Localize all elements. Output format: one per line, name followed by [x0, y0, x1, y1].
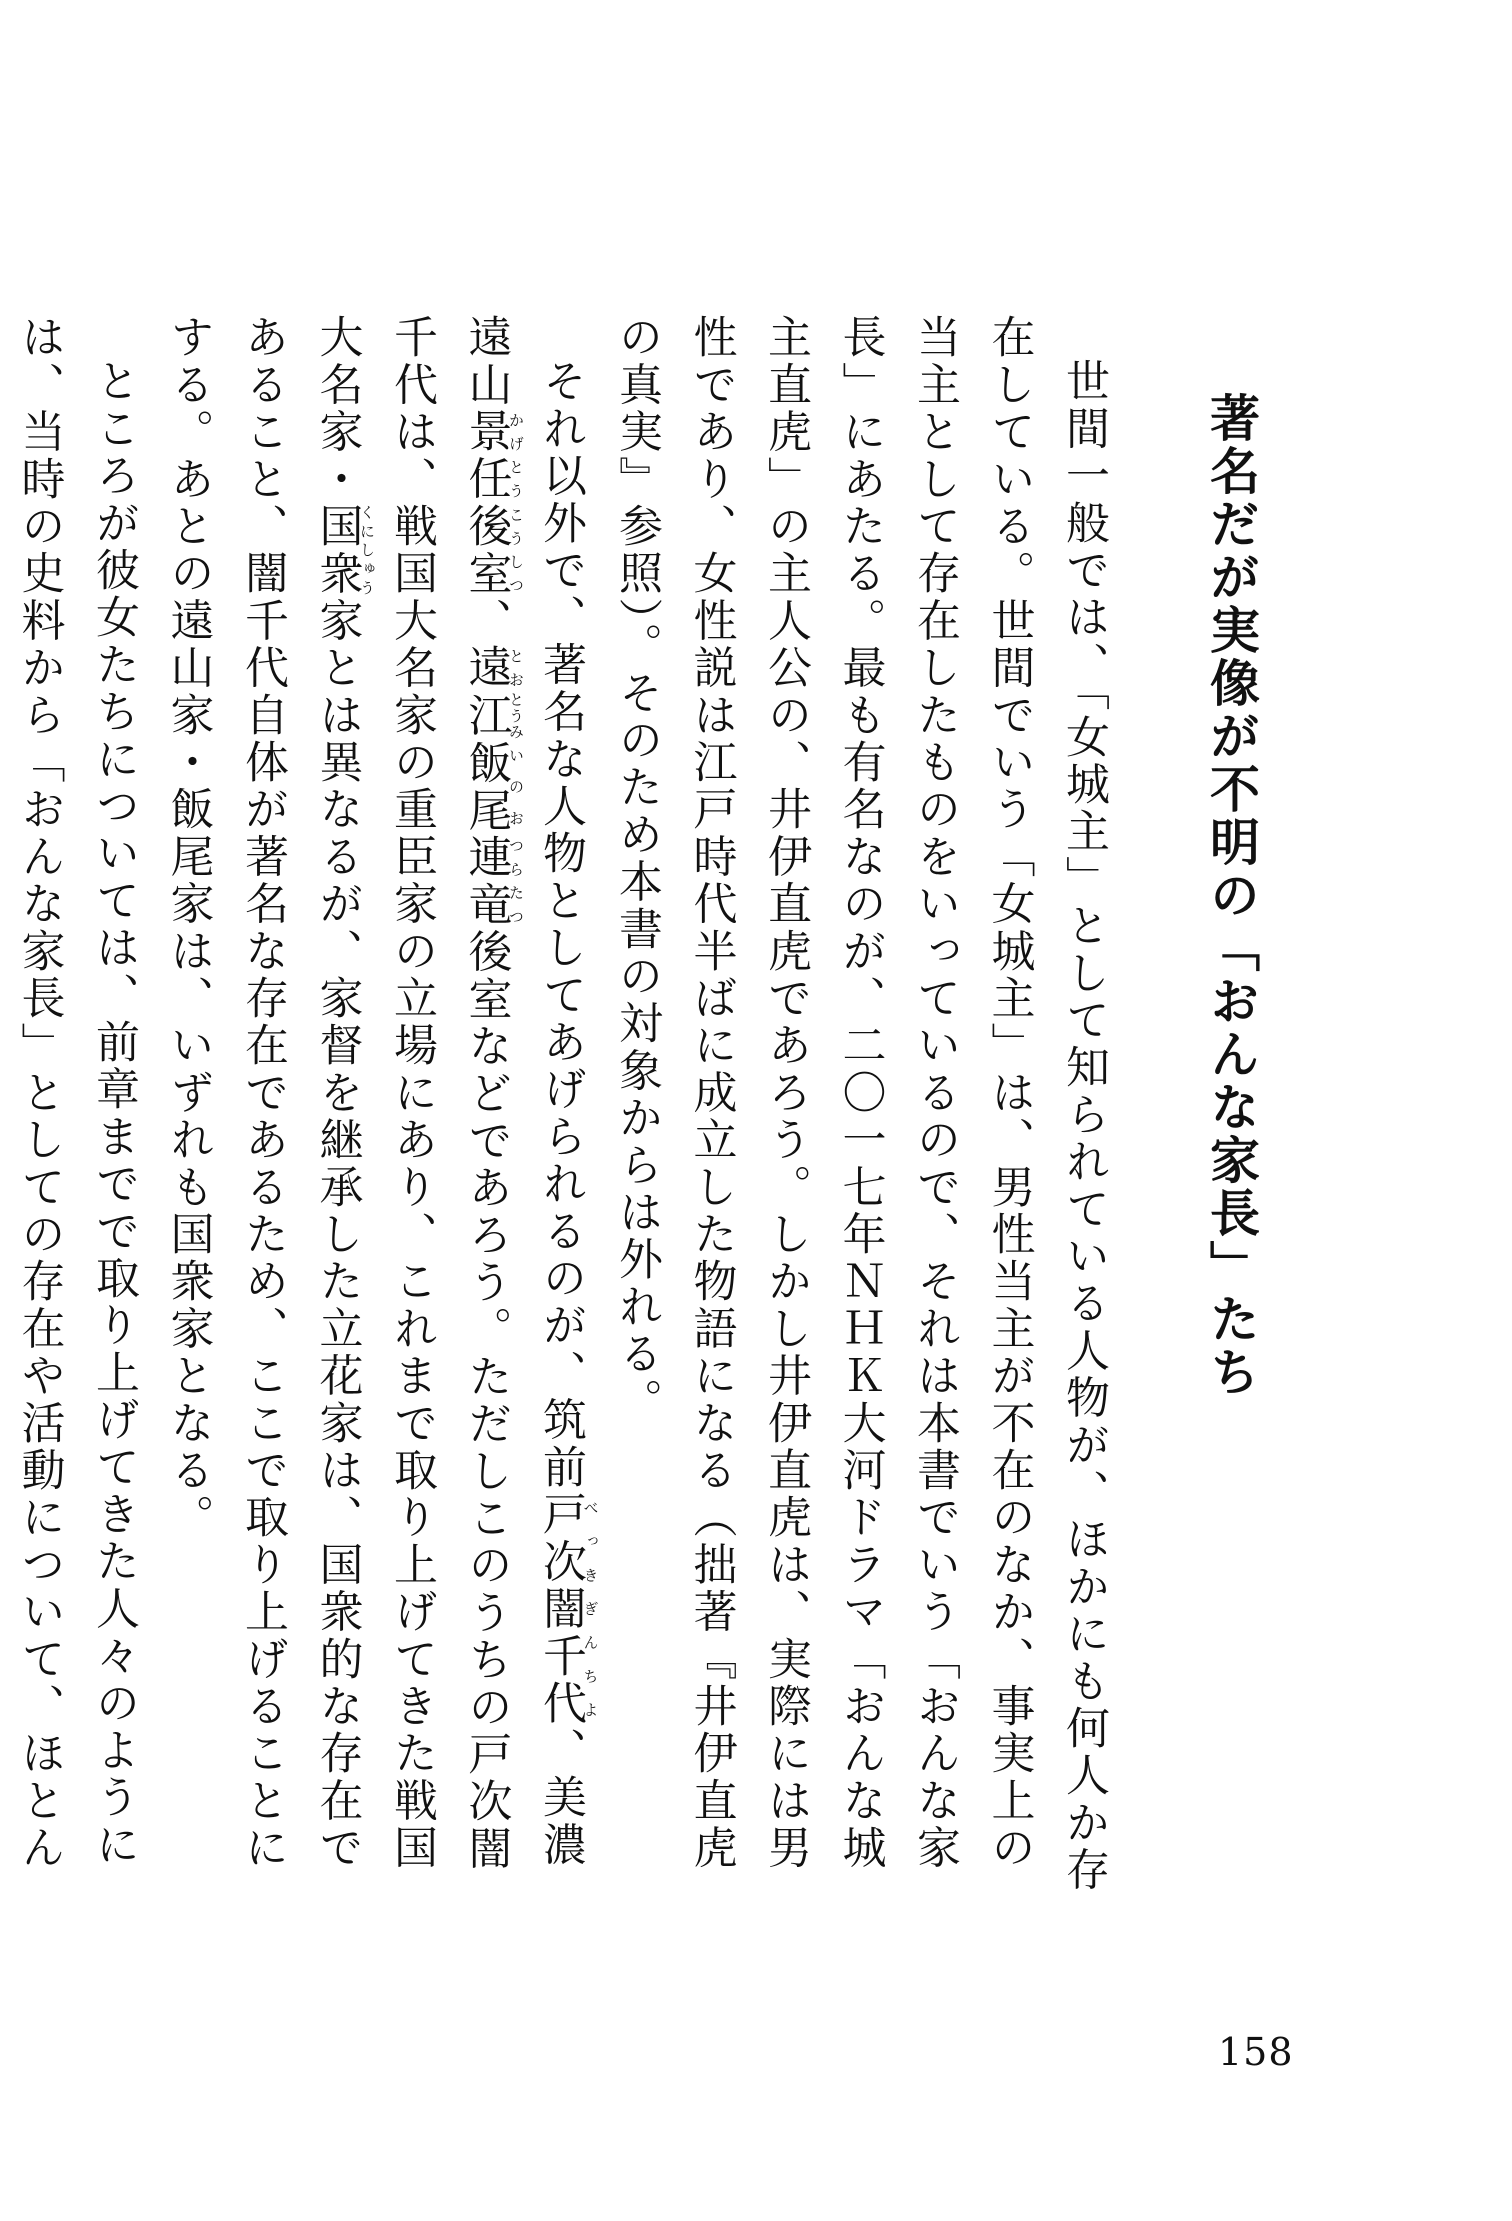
paragraph	[0, 314, 150, 1904]
ruby-base: 国衆	[311, 502, 363, 598]
ruby-base: 連竜	[460, 834, 512, 929]
ruby-base: 後室	[460, 502, 512, 598]
ruby-base: 景任	[460, 408, 512, 503]
text-run: ところが彼女たちについては、前章までで取り上げてきた人々のようには、当時の史料から「おんな家長」としての存在や活動について、ほとん	[13, 314, 139, 1872]
ruby-reading: くにしゅう	[358, 502, 376, 598]
ruby-annotated-word	[460, 644, 525, 692]
ruby-annotated-word	[535, 1490, 600, 1727]
ruby-base: 飯尾	[460, 739, 512, 835]
ruby-annotated-word	[311, 502, 376, 598]
ruby-base: 江	[460, 691, 512, 740]
page-number: 158	[1218, 2030, 1294, 2074]
ruby-base: 遠	[460, 644, 512, 692]
ruby-reading: つらたつ	[507, 834, 525, 929]
section-heading: 著名だが実像が不明の「おんな家長」たち	[1202, 392, 1261, 1399]
ruby-annotated-word	[460, 691, 525, 740]
ruby-reading: こうしつ	[507, 502, 525, 598]
ruby-annotated-word	[460, 834, 525, 929]
ruby-reading: とうみ	[507, 691, 525, 740]
ruby-reading: いのお	[507, 739, 525, 835]
text-run: 世間一般では、「女城主」として知られている人物が、ほかにも何人か存在している。世間でいう「女城主」は、男性当主が不在のなか、事実上の当主として存在したものをいっているので、それは本書でいう「おんな家長」にあたる。最も有名なのが、二〇一七年ＮＨＫ大河ドラマ「おんな城主直虎」の主人公の、井伊直虎であろう。しかし井伊直虎は、実際には男性であり、女性説は江戸時代半ばに成立した物語になる（拙著『井伊直虎の真実』参照）。そのため本書の対象からは外れる。	[611, 314, 1109, 1894]
ruby-annotated-word	[460, 739, 525, 835]
text-run: 家とは異なるが、家督を継承した立花家は、国衆的な存在であること、闇千代自体が著名な存在であるため、ここで取り上げることにする。あとの遠山家・飯尾家は、いずれも国衆家となる。	[162, 314, 363, 1872]
ruby-annotated-word	[460, 408, 525, 503]
body-text	[13, 314, 1120, 1904]
ruby-reading: べっきぎんちよ	[581, 1490, 600, 1727]
text-run: 後室などであろう。ただしこのうちの戸次闇千代は、戦国大名家の重臣家の立場にあり、これまで取り上げてきた戦国大名家・	[311, 314, 512, 1873]
paragraph	[150, 314, 599, 1904]
text-run: それ以外で、著名な人物としてあげられるのが、筑前	[535, 358, 586, 1491]
ruby-reading: とお	[507, 644, 525, 692]
text-run: 、美濃遠山	[460, 314, 586, 1869]
ruby-annotated-word	[460, 502, 525, 598]
text-run: 、	[460, 597, 512, 645]
ruby-base: 戸次闇千代	[535, 1490, 586, 1727]
paragraph	[599, 314, 1121, 1904]
ruby-reading: かげとう	[507, 408, 525, 503]
